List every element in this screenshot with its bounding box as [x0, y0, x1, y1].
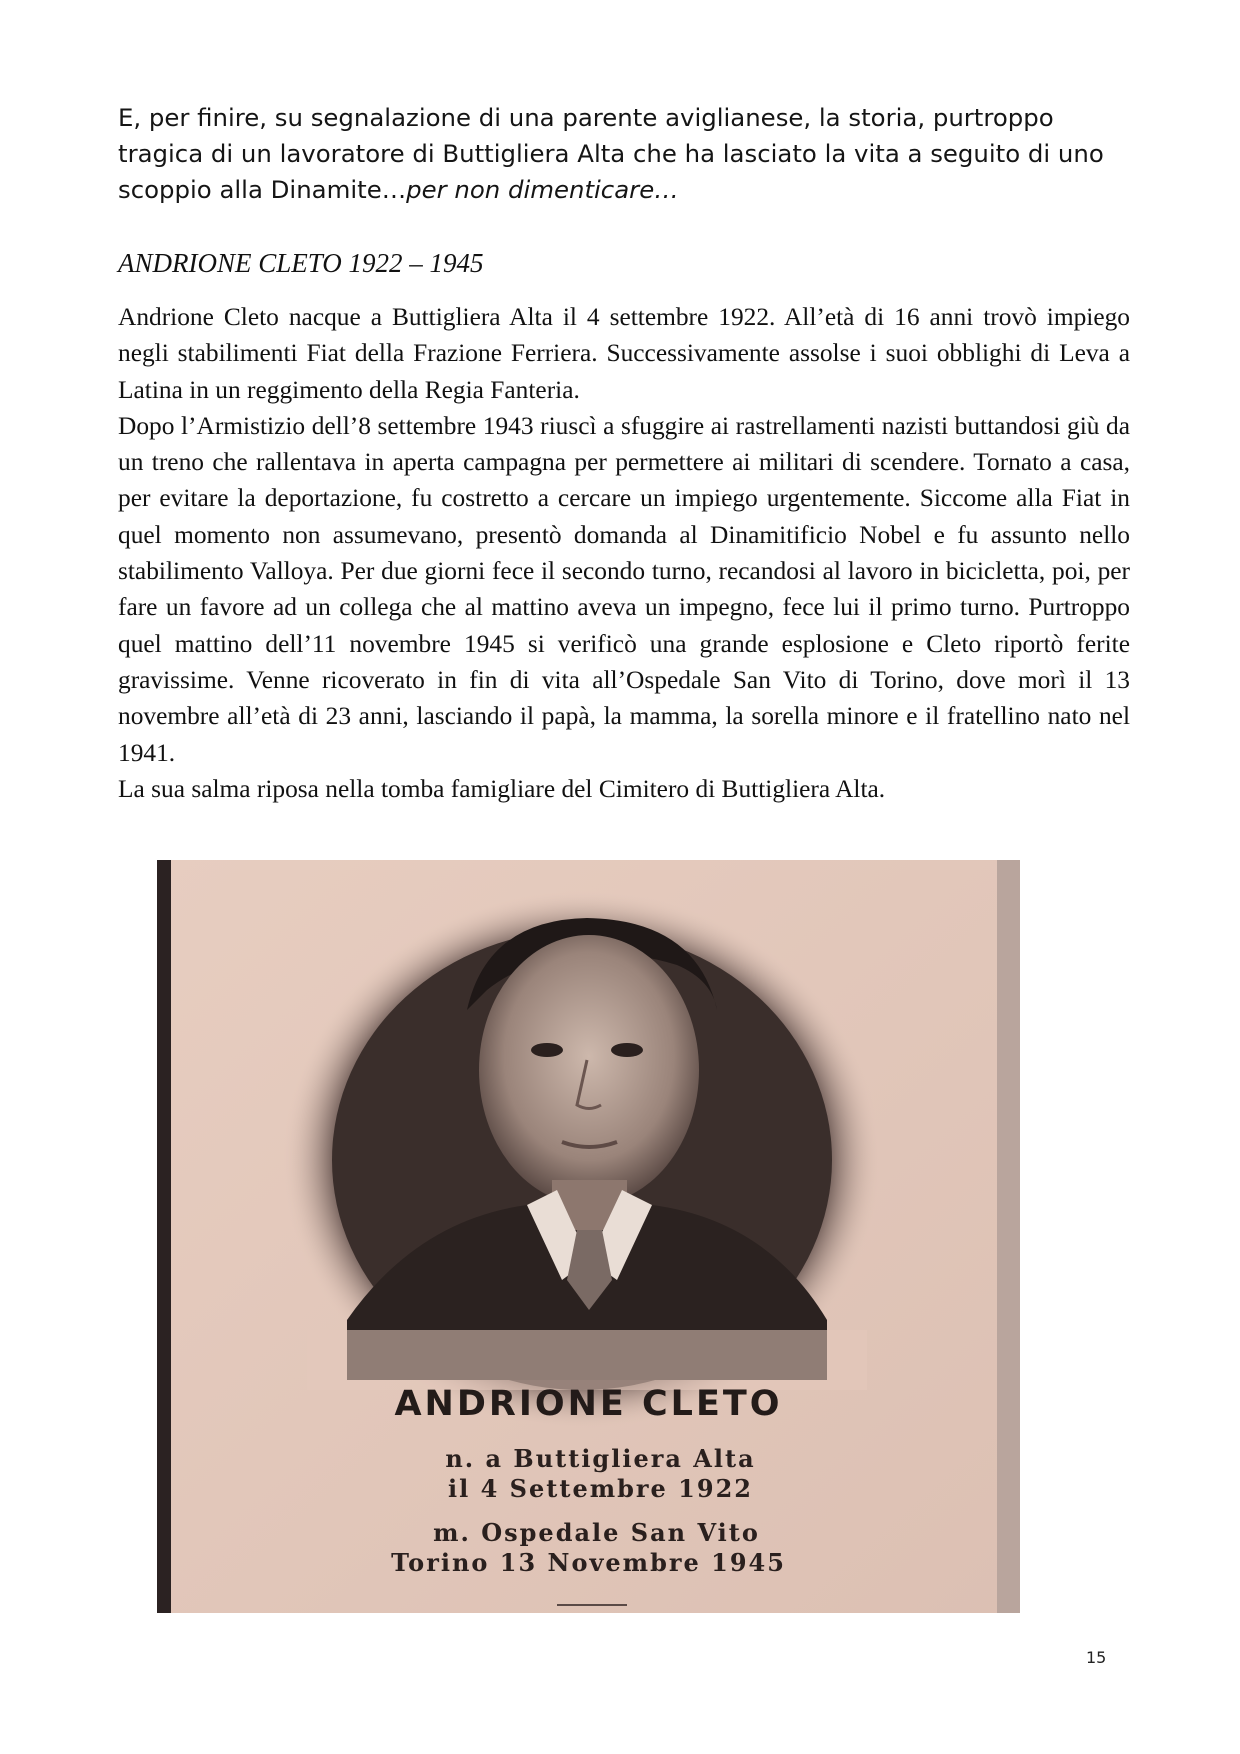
intro-paragraph [118, 100, 1126, 208]
birth-date: il 4 Settembre 1922 [448, 1474, 753, 1503]
memorial-name: ANDRIONE CLETO [394, 1384, 783, 1424]
death-date: Torino 13 Novembre 1945 [391, 1548, 786, 1577]
paragraph-1: Andrione Cleto nacque a Buttigliera Alta il 4 settembre 1922. All’età di 16 anni trovò impiego negli stabilimenti Fiat della Frazione Ferriera. Successivamente assolse i suoi obblighi di Leva a Latina in un reggimento della Regia Fanteria. [118, 303, 1130, 404]
paragraph-3: La sua salma riposa nella tomba famigliare del Cimitero di Buttigliera Alta. [118, 774, 886, 803]
intro-italic-tail: per non dimenticare… [406, 175, 679, 204]
birth-place: n. a Buttigliera Alta [445, 1444, 756, 1473]
memorial-photo-card [157, 860, 1020, 1613]
paragraph-2: Dopo l’Armistizio dell’8 settembre 1943 riuscì a sfuggire ai rastrellamenti nazisti buttandosi giù da un treno che rallentava in aperta campagna per permettere ai militari di scendere. Tornato a casa, per evitare la deportazione, fu costretto a cercare un impiego urgentemente. Siccome alla Fiat in quel momento non assumevano, presentò domanda al Dinamitificio Nobel e fu assunto nello stabilimento Valloya. Per due giorni fece il secondo turno, recandosi al lavoro in bicicletta, poi, per fare un favore ad un collega che al mattino aveva un impegno, fece lui il primo turno. Purtroppo quel mattino dell’11 novembre 1945 si verificò una grande esplosione e Cleto riportò ferite gravissime. Venne ricoverato in fin di vita all’Ospedale San Vito di Torino, dove morì il 13 novembre all’età di 23 anni, lasciando il papà, la mamma, la sorella minore e il fratellino nato nel 1941. [118, 411, 1130, 767]
death-place: m. Ospedale San Vito [433, 1518, 760, 1547]
memorial-caption [157, 860, 1020, 1613]
intro-text: E, per finire, su segnalazione di una parente aviglianese, la storia, purtroppo tragica di un lavoratore di Buttigliera Alta che ha lasciato la vita a seguito di uno scoppio alla Dinamite… [118, 103, 1104, 204]
section-heading: ANDRIONE CLETO 1922 – 1945 [118, 248, 484, 278]
biography-text [118, 299, 1130, 807]
page-number: 15 [1086, 1648, 1107, 1667]
